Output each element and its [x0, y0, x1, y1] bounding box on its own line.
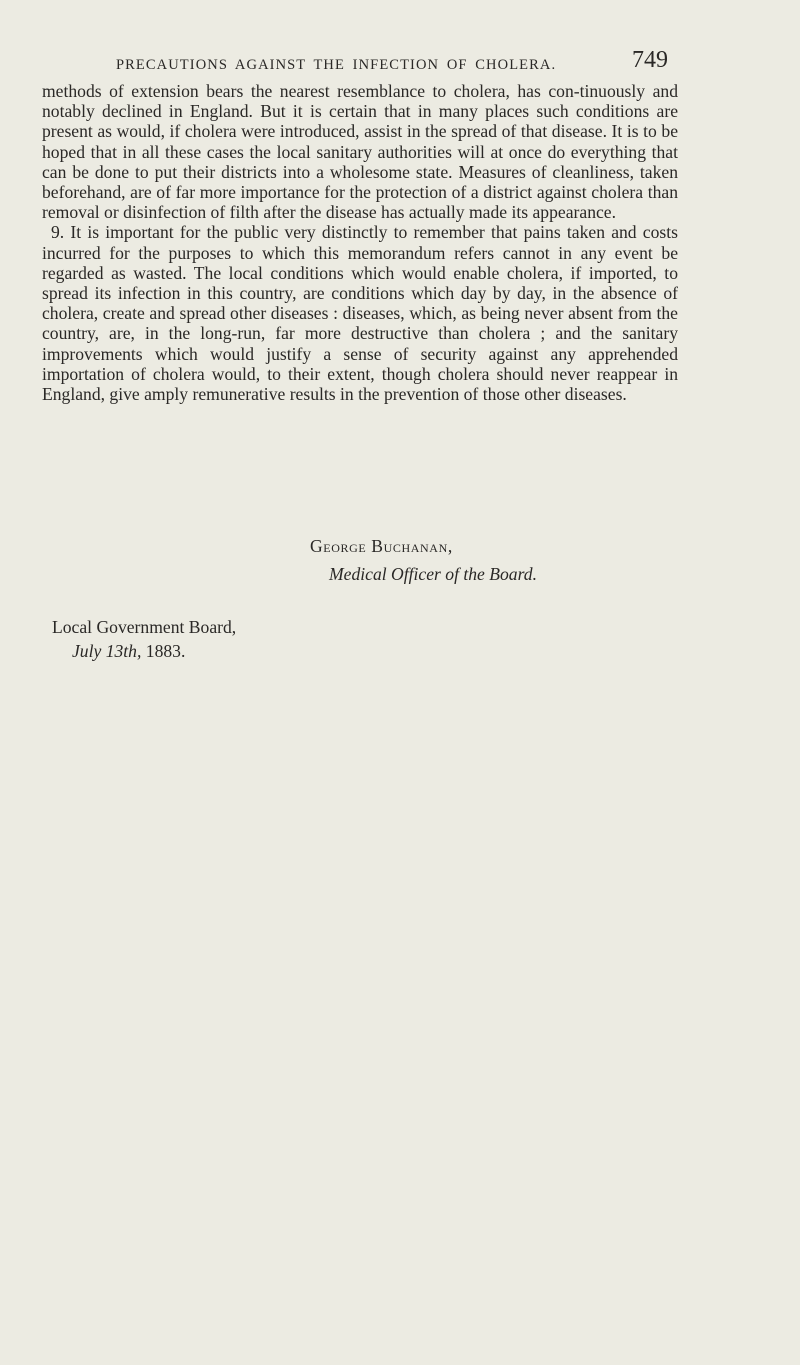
paragraph-9: 9. It is important for the public very distinctly to remember that pains taken and costs incurred for the purposes to which this memorandum refers cannot in any event be regarded as wasted. The local conditions which would enable cholera, if imported, to spread its infection in this country, are conditions which day by day, in the absence of cholera, create and spread other diseases : diseases, which, as being never absent from the country, are, in the long-run, far more destructive than cholera ; and the sanitary improvements which would justify a sense of security against any apprehended importation of cholera would, to their extent, though cholera should never reappear in England, give amply remunerative results in the prevention of those other diseases. — [42, 222, 678, 405]
dateline-place: Local Government Board, — [52, 617, 237, 637]
signatory-title: Medical Officer of the Board. — [329, 564, 537, 584]
body-text — [42, 81, 678, 404]
signatory-name: George Buchanan, — [310, 536, 453, 556]
dateline-date — [52, 639, 236, 663]
running-head: PRECAUTIONS AGAINST THE INFECTION OF CHOLERA. — [116, 57, 557, 73]
dateline-month-day: July 13th, — [72, 641, 142, 661]
dateline-year: 1883. — [141, 641, 186, 661]
signature-block — [310, 532, 690, 588]
paragraph-continued: methods of extension bears the nearest resemblance to cholera, has con-tinuously and notably declined in England. But it is certain that in many places such conditions are present as would, if cholera were introduced, assist in the spread of that disease. It is to be hoped that in all these cases the local sanitary authorities will at once do everything that can be done to put their districts into a wholesome state. Measures of cleanliness, taken beforehand, are of far more importance for the protection of a district against cholera than removal or disinfection of filth after the disease has actually made its appearance. — [42, 81, 678, 223]
page-number: 749 — [632, 47, 668, 73]
dateline — [52, 615, 236, 663]
